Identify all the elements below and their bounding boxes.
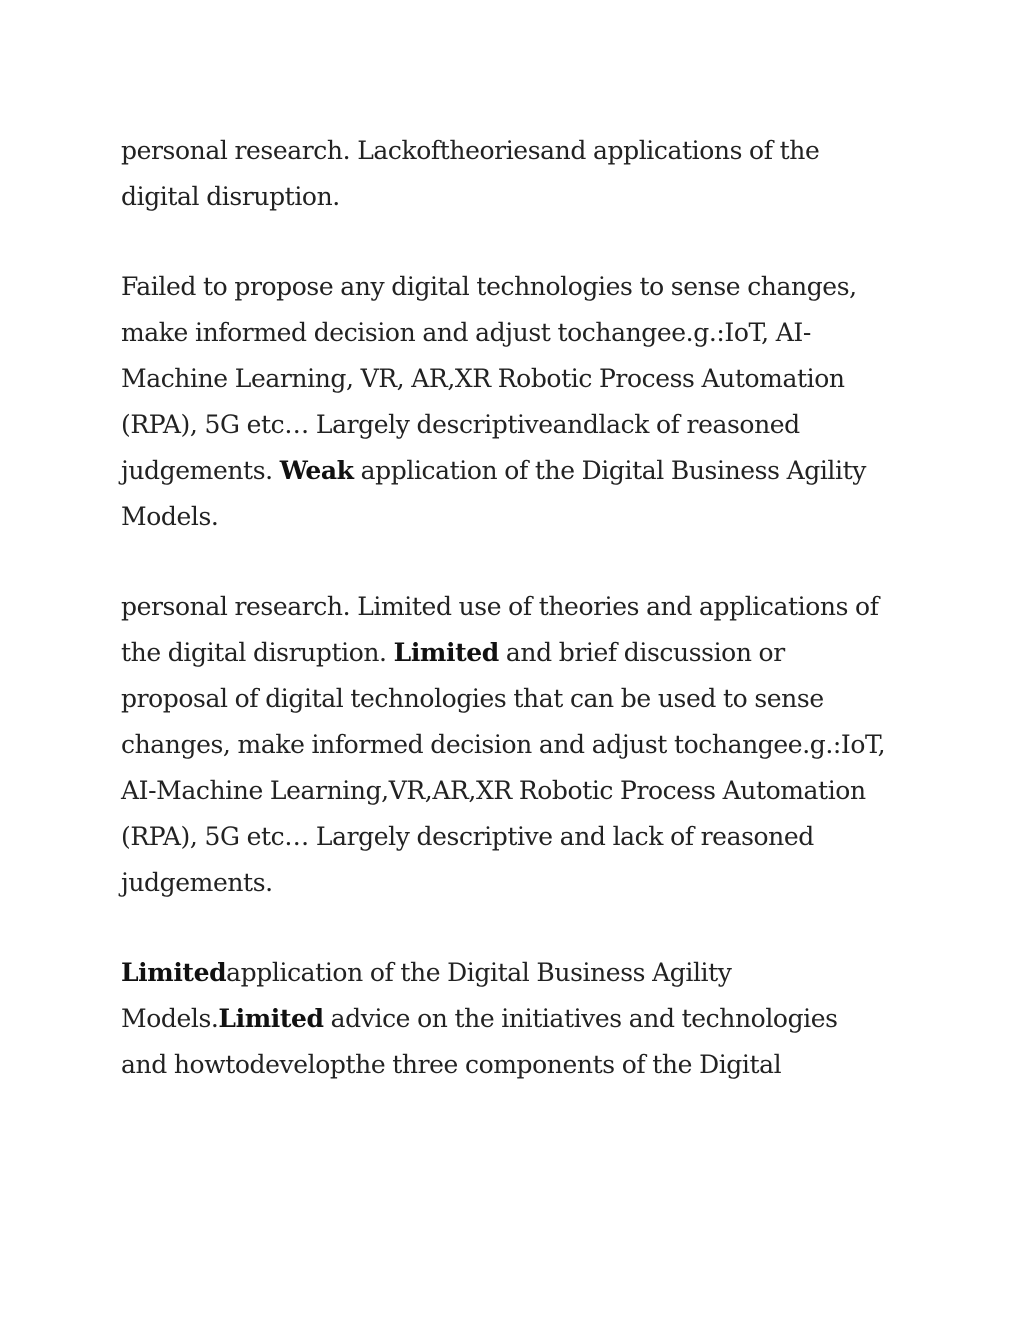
text-line — [121, 448, 911, 494]
text-line — [121, 174, 911, 220]
text-line — [121, 814, 911, 860]
text-line — [121, 996, 911, 1042]
text-run: judgements. — [121, 456, 280, 485]
text-run: and howtodevelopthe three components of the Digital — [121, 1050, 782, 1079]
text-line — [121, 676, 911, 722]
text-line — [121, 264, 911, 310]
text-line — [121, 860, 911, 906]
paragraph — [121, 950, 911, 1088]
text-line — [121, 402, 911, 448]
document-page — [121, 128, 911, 1132]
text-run: the digital disruption. — [121, 638, 394, 667]
text-run: advice on the initiatives and technologies — [323, 1004, 838, 1033]
text-run: judgements. — [121, 868, 273, 897]
text-run: changes, make informed decision and adjust tochangee.g.:IoT, — [121, 730, 886, 759]
text-run: Machine Learning, VR, AR,XR Robotic Process Automation — [121, 364, 845, 393]
text-run: Models. — [121, 1004, 219, 1033]
text-run: Failed to propose any digital technologies to sense changes, — [121, 272, 857, 301]
text-run: AI-Machine Learning,VR,AR,XR Robotic Process Automation — [121, 776, 866, 805]
document-body — [121, 128, 911, 1088]
text-run: application of the Digital Business Agility — [353, 456, 866, 485]
paragraph — [121, 264, 911, 540]
text-line — [121, 768, 911, 814]
text-run: and brief discussion or — [498, 638, 785, 667]
text-line — [121, 584, 911, 630]
text-run: (RPA), 5G etc… Largely descriptive and lack of reasoned — [121, 822, 814, 851]
text-run: digital disruption. — [121, 182, 340, 211]
text-line — [121, 630, 911, 676]
text-line — [121, 1042, 911, 1088]
text-run: Models. — [121, 502, 219, 531]
bold-text: Limited — [393, 638, 499, 667]
text-line — [121, 494, 911, 540]
text-run: personal research. Lackoftheoriesand applications of the — [121, 136, 820, 165]
paragraph — [121, 128, 911, 220]
text-run: personal research. Limited use of theories and applications of — [121, 592, 879, 621]
text-line — [121, 356, 911, 402]
text-run: application of the Digital Business Agility — [226, 958, 732, 987]
text-line — [121, 128, 911, 174]
text-run: make informed decision and adjust tochangee.g.:IoT, AI- — [121, 318, 811, 347]
text-line — [121, 722, 911, 768]
bold-text: Weak — [279, 456, 354, 485]
text-run: (RPA), 5G etc… Largely descriptiveandlack of reasoned — [121, 410, 800, 439]
text-run: proposal of digital technologies that can be used to sense — [121, 684, 824, 713]
bold-text: Limited — [121, 958, 227, 987]
text-line — [121, 310, 911, 356]
text-line — [121, 950, 911, 996]
paragraph — [121, 584, 911, 906]
bold-text: Limited — [218, 1004, 324, 1033]
